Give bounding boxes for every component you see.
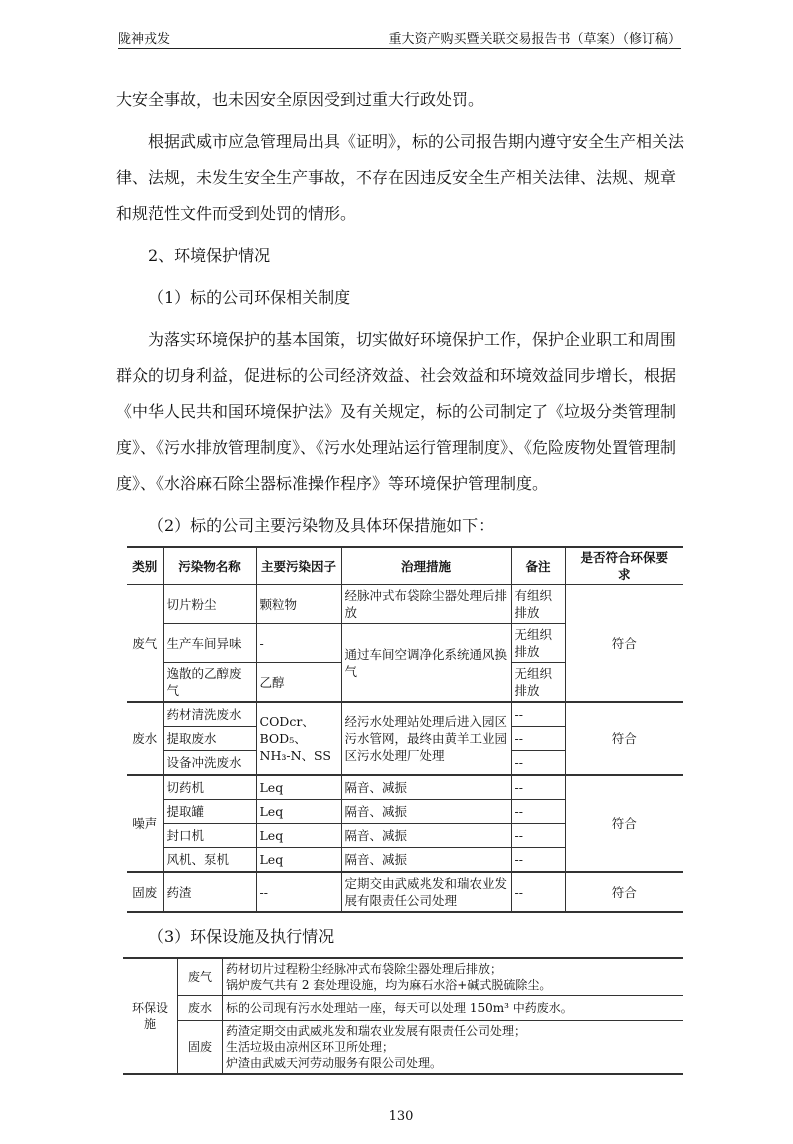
section-heading: 2、环境保护情况 (148, 246, 271, 265)
description-line: 药材切片过程粉尘经脉冲式布袋除尘器处理后排放； (226, 962, 503, 976)
description-line: 药渣定期交由武威兆发和瑞农业发展有限责任公司处理； (226, 1024, 527, 1038)
header-cell: 污染物名称 (163, 547, 256, 585)
header-cell: 是否符合环保要求 (565, 547, 683, 585)
measure-cell: 经脉冲式布袋除尘器处理后排放 (341, 585, 511, 624)
category-cell: 废水 (127, 702, 163, 775)
note-cell: -- (511, 727, 565, 751)
pollutant-cell: 药材清洗废水 (163, 702, 256, 727)
measure-cell: 通过车间空调净化系统通风换气 (341, 624, 511, 703)
header-company: 陇神戎发 (118, 32, 171, 47)
pollutant-cell: 提取罐 (163, 800, 256, 824)
description-line: 生活垃圾由凉州区环卫所处理； (226, 1040, 395, 1054)
header-cell: 治理措施 (341, 547, 511, 585)
factor-cell: - (256, 624, 341, 663)
pollutant-cell: 切片粉尘 (163, 585, 256, 624)
note-cell: -- (511, 751, 565, 776)
paragraph: 根据武威市应急管理局出具《证明》，标的公司报告期内遵守安全生产相关法律、法规，未发生安全生产事故，不存在因违反安全生产相关法律、法规、规章和规范性文件而受到处罚的情形。 (116, 132, 685, 223)
factor-cell: Leq (256, 848, 341, 873)
note-cell: 无组织排放 (511, 663, 565, 703)
factor-cell: Leq (256, 800, 341, 824)
factor-cell: CODcr、BOD₅、NH₃-N、SS (256, 702, 341, 775)
measure-cell: 隔音、减振 (341, 775, 511, 800)
subsection-heading: （2）标的公司主要污染物及具体环保措施如下： (148, 516, 495, 535)
note-cell: -- (511, 800, 565, 824)
table-row (123, 958, 683, 996)
description-cell (223, 996, 684, 1021)
factor-cell: Leq (256, 824, 341, 848)
table-row (127, 702, 683, 727)
description-line: 标的公司现有污水处理站一座，每天可以处理 150m³ 中药废水。 (226, 1001, 573, 1015)
page-body (116, 0, 686, 1144)
category-cell: 废水 (178, 996, 223, 1021)
description-line: 锅炉废气共有 2 套处理设施，均为麻石水浴+碱式脱硫除尘。 (226, 978, 552, 992)
note-cell: -- (511, 775, 565, 800)
pollutant-cell: 药渣 (163, 872, 256, 912)
table-row (123, 996, 683, 1021)
measure-cell: 隔音、减振 (341, 800, 511, 824)
factor-cell: Leq (256, 775, 341, 800)
description-line: 炉渣由武威天河劳动服务有限公司处理。 (226, 1056, 443, 1070)
subsection-heading: （1）标的公司环保相关制度 (148, 288, 351, 307)
category-cell: 噪声 (127, 775, 163, 872)
pollutant-cell: 切药机 (163, 775, 256, 800)
note-cell: 有组织排放 (511, 585, 565, 624)
pollutant-cell: 提取废水 (163, 727, 256, 751)
category-cell: 废气 (178, 958, 223, 996)
description-cell (223, 1021, 684, 1075)
compliance-cell: 符合 (565, 775, 683, 872)
compliance-cell: 符合 (565, 702, 683, 775)
pollutant-table (127, 546, 683, 913)
compliance-cell: 符合 (565, 872, 683, 912)
compliance-cell: 符合 (565, 585, 683, 703)
note-cell: 无组织排放 (511, 624, 565, 663)
category-cell: 废气 (127, 585, 163, 703)
note-cell: -- (511, 824, 565, 848)
note-cell: -- (511, 872, 565, 912)
pollutant-cell: 生产车间异味 (163, 624, 256, 663)
factor-cell: 乙醇 (256, 663, 341, 703)
measure-cell: 隔音、减振 (341, 824, 511, 848)
table-header-row (127, 547, 683, 585)
factor-cell: -- (256, 872, 341, 912)
paragraph: 大安全事故，也未因安全原因受到过重大行政处罚。 (116, 90, 485, 109)
pollutant-cell: 风机、泵机 (163, 848, 256, 873)
category-cell: 固废 (127, 872, 163, 912)
note-cell: -- (511, 848, 565, 873)
category-cell: 固废 (178, 1021, 223, 1075)
note-cell: -- (511, 702, 565, 727)
description-cell (223, 958, 684, 996)
pollutant-cell: 逸散的乙醇废气 (163, 663, 256, 703)
table-row (127, 872, 683, 912)
pollutant-cell: 封口机 (163, 824, 256, 848)
page-number: 130 (388, 1109, 414, 1124)
measure-cell: 定期交由武威兆发和瑞农业发展有限责任公司处理 (341, 872, 511, 912)
measure-cell: 经污水处理站处理后进入园区污水管网，最终由黄羊工业园区污水处理厂处理 (341, 702, 511, 775)
paragraph: 为落实环境保护的基本国策，切实做好环境保护工作，保护企业职工和周围群众的切身利益，促进标的公司经济效益、社会效益和环境效益同步增长，根据《中华人民共和国环境保护法》及有关规定，标的公司制定了《垃圾分类管理制度》、《污水排放管理制度》、《污水处理站运行管理制度》、《危险废物处置管理制度》、《水浴麻石除尘器标准操作程序》等环境保护管理制度。 (116, 330, 677, 493)
pollutant-cell: 设备冲洗废水 (163, 751, 256, 776)
subsection-heading: （3）环保设施及执行情况 (148, 927, 335, 946)
group-cell: 环保设施 (123, 958, 178, 1074)
table-row (127, 775, 683, 800)
table-row (127, 585, 683, 624)
facilities-table (123, 957, 683, 1075)
header-doc-title: 重大资产购买暨关联交易报告书（草案）（修订稿） (388, 32, 681, 47)
table-row (123, 1021, 683, 1075)
header-cell: 备注 (511, 547, 565, 585)
header-cell: 类别 (127, 547, 163, 585)
factor-cell: 颗粒物 (256, 585, 341, 624)
measure-cell: 隔音、减振 (341, 848, 511, 873)
header-cell: 主要污染因子 (256, 547, 341, 585)
